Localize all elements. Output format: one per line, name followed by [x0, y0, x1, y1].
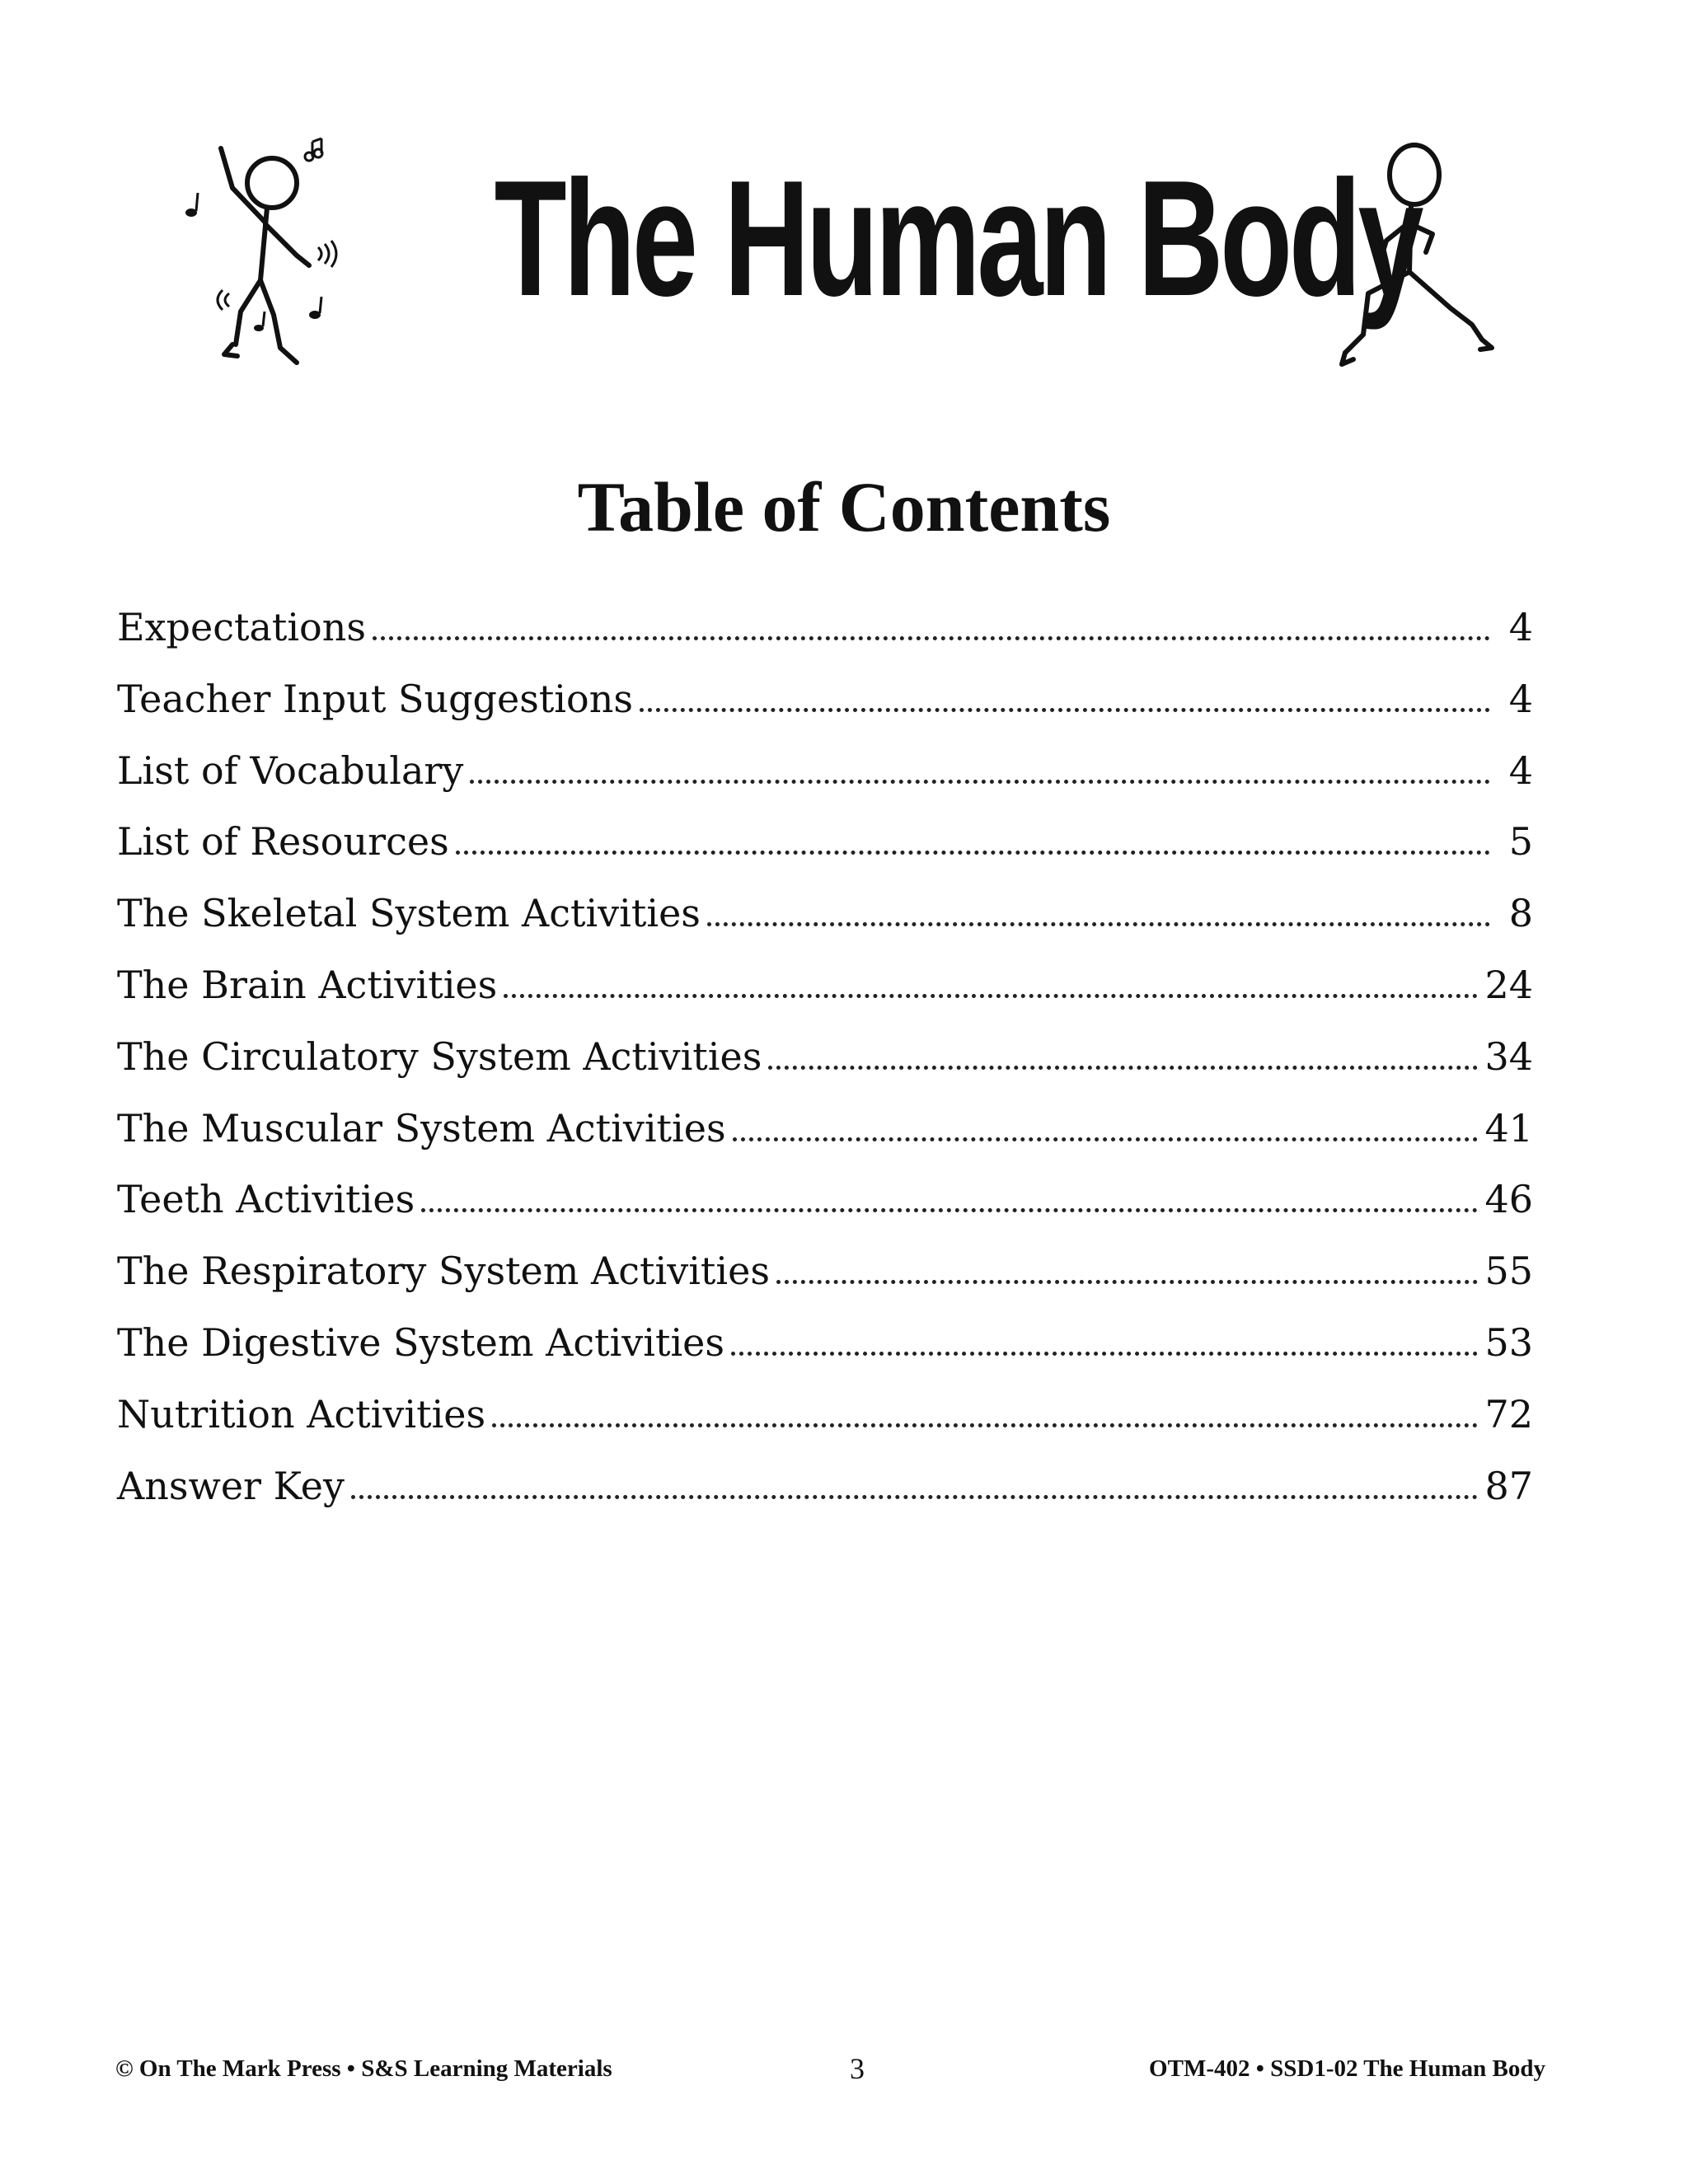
- toc-entry-skeletal-system: [117, 878, 1533, 949]
- toc-entry-title: Nutrition Activities: [117, 1391, 486, 1436]
- toc-entry-page: 72: [1484, 1391, 1533, 1436]
- toc-entry-title: List of Resources: [117, 819, 449, 865]
- toc-entry-page: 87: [1484, 1463, 1533, 1508]
- footer-page-number: 3: [850, 2052, 865, 2085]
- toc-entry-title: The Skeletal System Activities: [117, 891, 701, 936]
- toc-entry-page: 5: [1508, 819, 1533, 865]
- toc-entry-title: The Digestive System Activities: [117, 1319, 725, 1365]
- dot-leader: [731, 1351, 1478, 1356]
- toc-entry-title: Teacher Input Suggestions: [117, 676, 633, 721]
- toc-entry-page: 46: [1484, 1177, 1533, 1222]
- toc-entry-answer-key: [117, 1451, 1533, 1522]
- toc-entry-teacher-input: [117, 663, 1533, 735]
- toc-entry-page: 41: [1484, 1105, 1533, 1151]
- toc-heading: Table of Contents: [577, 467, 1111, 546]
- dot-leader: [351, 1494, 1478, 1499]
- dot-leader: [492, 1422, 1478, 1427]
- toc-entry-muscular-system: [117, 1093, 1533, 1165]
- toc-entry-page: 24: [1484, 962, 1533, 1007]
- toc-entry-title: The Brain Activities: [117, 962, 498, 1007]
- page-footer: [115, 2048, 1545, 2089]
- toc-entry-vocabulary: [117, 735, 1533, 807]
- dot-leader: [768, 1065, 1478, 1070]
- dot-leader: [504, 993, 1478, 998]
- toc-entry-title: The Respiratory System Activities: [117, 1249, 770, 1294]
- toc-entry-digestive-system: [117, 1307, 1533, 1379]
- dancing-stick-figure-icon: [173, 132, 354, 387]
- toc-entry-title: List of Vocabulary: [117, 748, 464, 793]
- toc-entry-title: The Circulatory System Activities: [117, 1033, 762, 1079]
- dot-leader: [373, 635, 1490, 640]
- footer-publisher: © On The Mark Press • S&S Learning Materials: [115, 2055, 612, 2082]
- toc-entry-brain: [117, 949, 1533, 1021]
- toc-entry-respiratory-system: [117, 1235, 1533, 1307]
- footer-book-code: OTM-402 • SSD1-02 The Human Body: [1149, 2055, 1545, 2082]
- toc-entry-page: 34: [1484, 1033, 1533, 1079]
- dot-leader: [470, 779, 1490, 784]
- dot-leader: [640, 707, 1490, 712]
- table-of-contents: [117, 592, 1533, 1521]
- toc-entry-page: 55: [1484, 1249, 1533, 1294]
- running-stick-figure-icon: [1335, 132, 1500, 387]
- dot-leader: [707, 921, 1490, 926]
- toc-entry-teeth: [117, 1164, 1533, 1235]
- toc-entry-page: 53: [1484, 1319, 1533, 1365]
- page-title: The Human Body: [494, 147, 1421, 330]
- toc-entry-resources: [117, 806, 1533, 878]
- toc-entry-nutrition: [117, 1379, 1533, 1451]
- toc-entry-title: Teeth Activities: [117, 1177, 415, 1222]
- dot-leader: [456, 850, 1490, 855]
- dot-leader: [421, 1207, 1478, 1212]
- page-header: [0, 124, 1688, 396]
- toc-entry-page: 4: [1508, 676, 1533, 721]
- dot-leader: [776, 1279, 1479, 1284]
- toc-entry-circulatory-system: [117, 1021, 1533, 1093]
- toc-entry-expectations: [117, 592, 1533, 663]
- dot-leader: [733, 1137, 1479, 1141]
- toc-entry-title: The Muscular System Activities: [117, 1105, 726, 1151]
- toc-entry-page: 4: [1508, 748, 1533, 793]
- toc-entry-page: 8: [1508, 891, 1533, 936]
- toc-entry-title: Answer Key: [117, 1463, 345, 1508]
- toc-entry-page: 4: [1508, 605, 1533, 649]
- toc-entry-title: Expectations: [117, 605, 366, 649]
